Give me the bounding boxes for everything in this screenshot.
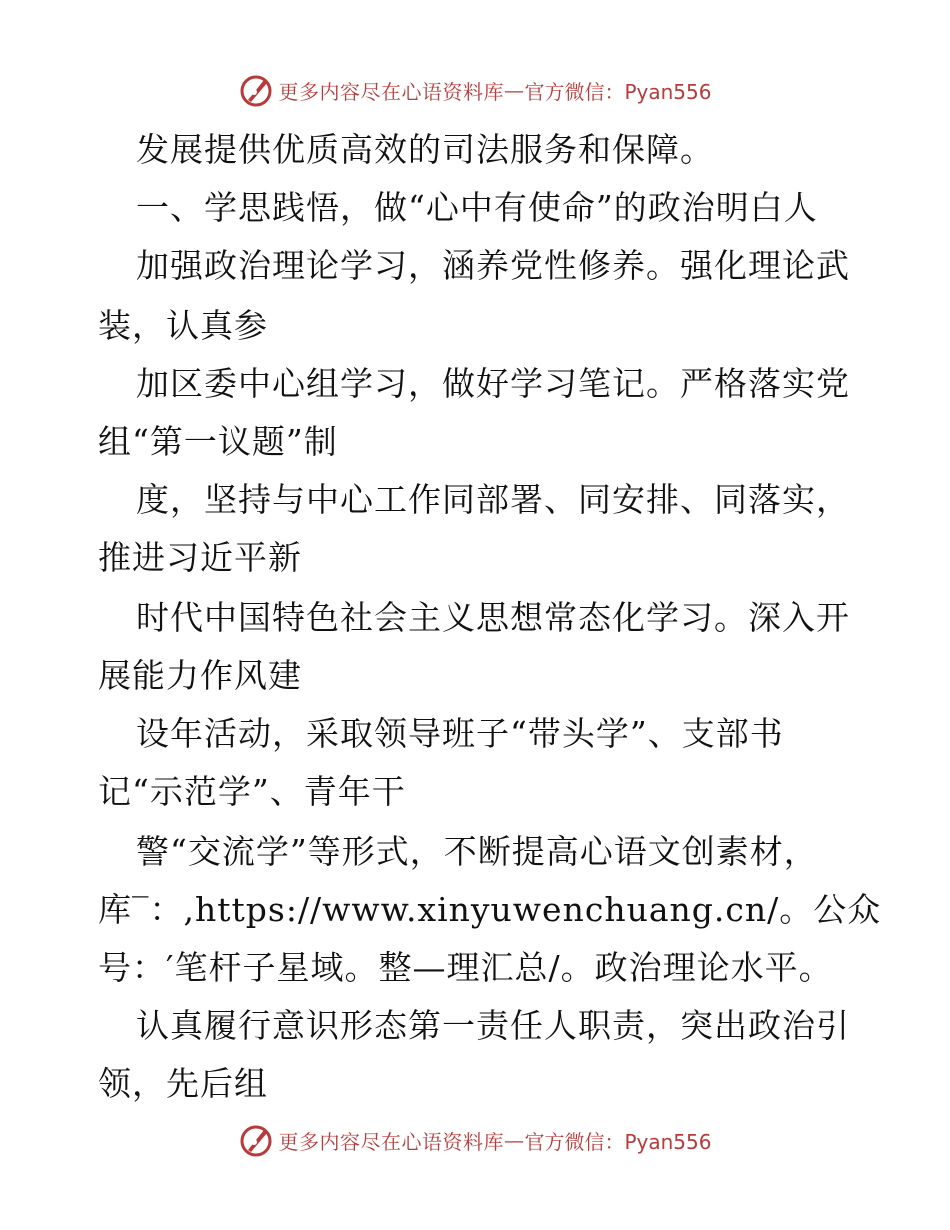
paragraph-line: 记“示范学”、青年干 <box>98 772 406 811</box>
footer-watermark <box>0 1122 950 1158</box>
section-heading: 一、学思践悟，做“心中有使命”的政治明白人 <box>136 188 818 227</box>
quill-badge-icon <box>238 1122 274 1158</box>
paragraph-line: 度，坚持与中心工作同部署、同安排、同落实， <box>136 480 850 519</box>
paragraph-line: 加区委中心组学习，做好学习笔记。严格落实党 <box>136 364 850 403</box>
paragraph-line: 时代中国特色社会主义思想常态化学习。深入开 <box>136 598 850 637</box>
watermark-wechat: 官方微信：Pyan556 <box>524 1129 712 1154</box>
paragraph-line: 库‾：,https://www.xinyuwenchuang.cn/。公众 <box>98 890 882 929</box>
paragraph-line: 装，认真参 <box>98 306 268 345</box>
paragraph-line: 号：′笔杆子星域。整—理汇总/。政治理论水平。 <box>98 948 833 987</box>
paragraph-line: 领，先后组 <box>98 1064 268 1103</box>
quill-badge-icon <box>238 72 274 108</box>
paragraph-line: 推进习近平新 <box>98 538 302 577</box>
watermark-wechat: 官方微信：Pyan556 <box>524 79 712 104</box>
watermark-text: 更多内容尽在心语资料库 <box>278 79 504 104</box>
paragraph-line: 设年活动，采取领导班子“带头学”、支部书 <box>136 714 784 753</box>
paragraph-line: 警“交流学”等形式，不断提高心语文创素材， <box>136 832 818 871</box>
watermark-text: 更多内容尽在心语资料库 <box>278 1129 504 1154</box>
paragraph-line: 认真履行意识形态第一责任人职责，突出政治引 <box>136 1006 850 1045</box>
paragraph-line: 发展提供优质高效的司法服务和保障。 <box>136 130 714 169</box>
watermark-dash: — <box>503 78 525 102</box>
watermark-dash: — <box>503 1128 525 1152</box>
header-watermark <box>0 72 950 108</box>
paragraph-line: 展能力作风建 <box>98 656 302 695</box>
paragraph-line: 加强政治理论学习，涵养党性修养。强化理论武 <box>136 246 850 285</box>
paragraph-line: 组“第一议题”制 <box>98 422 338 461</box>
